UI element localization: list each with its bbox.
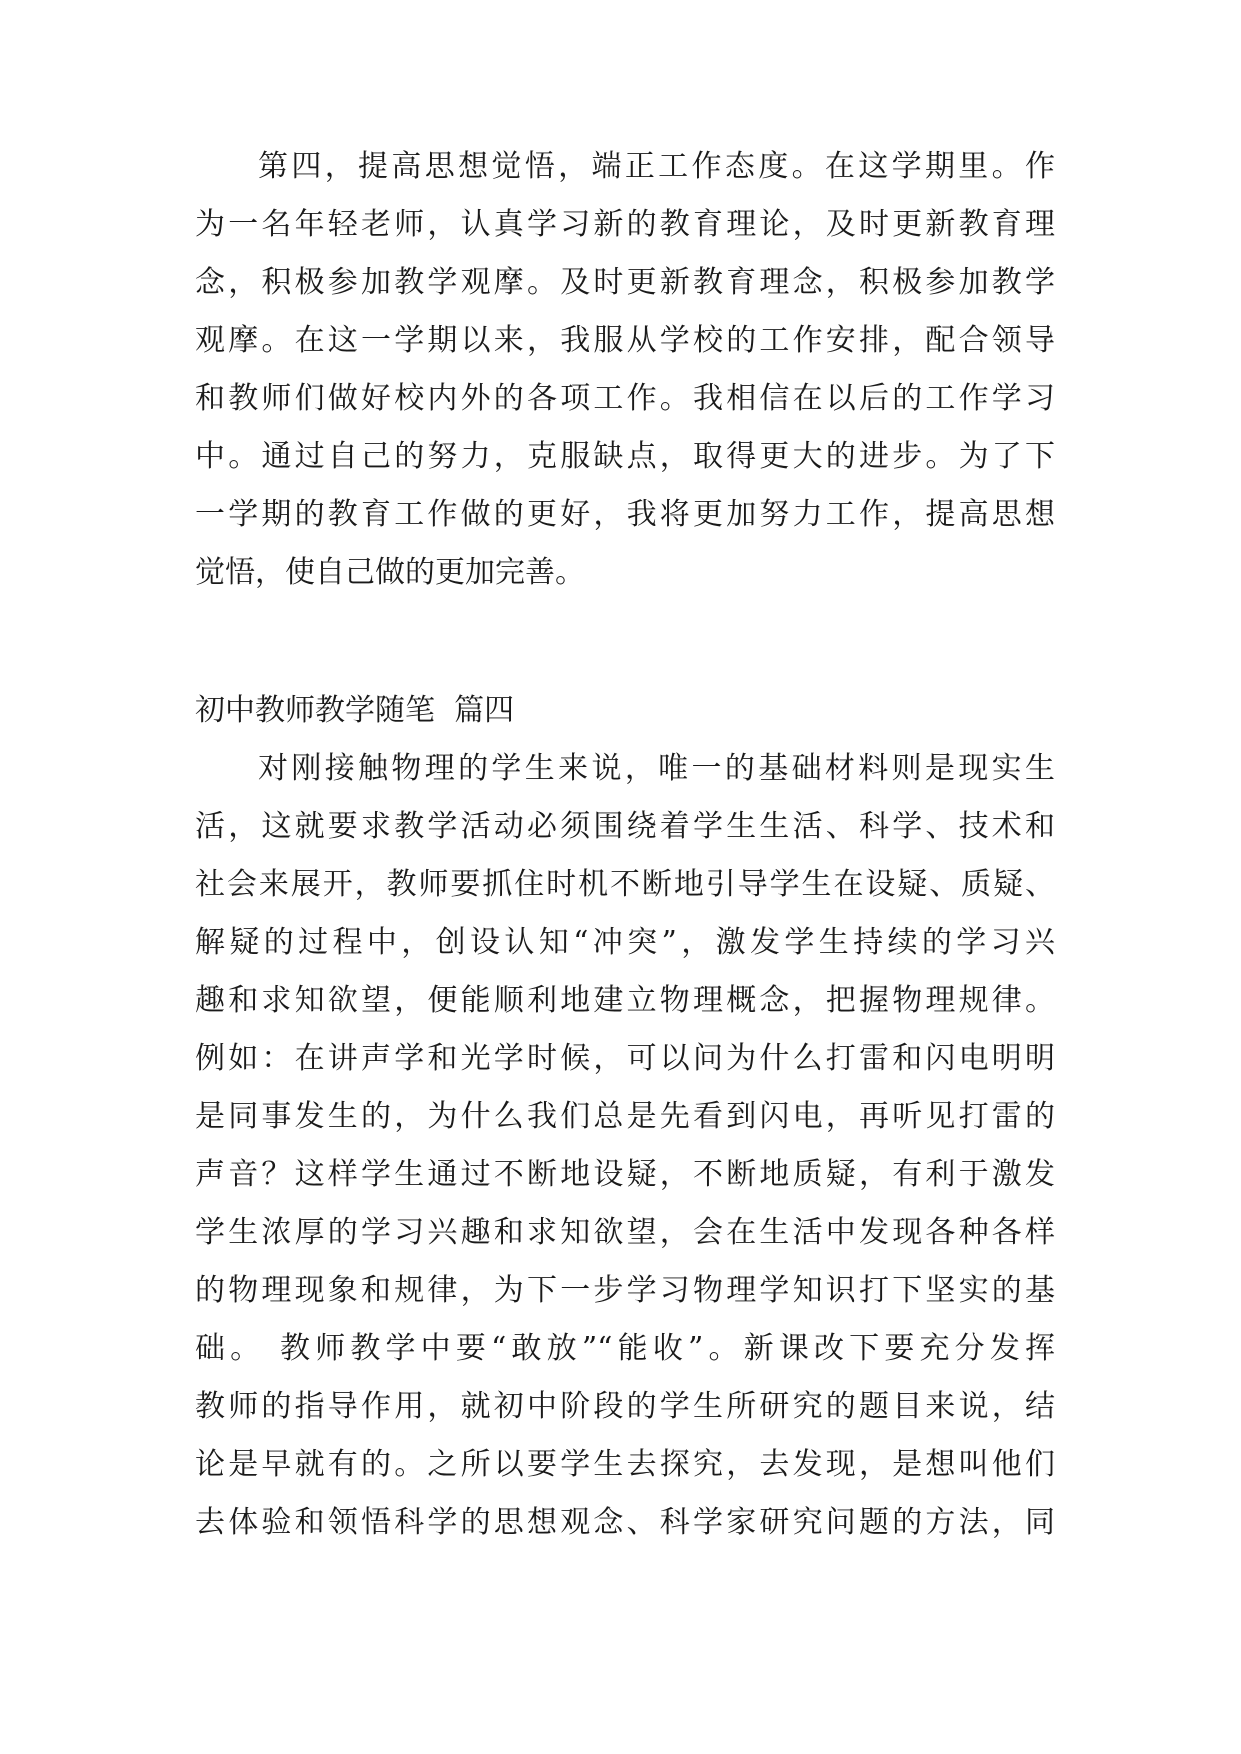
- paragraph-line: 例如：在讲声学和光学时候，可以问为什么打雷和闪电明明: [195, 1041, 1055, 1076]
- paragraph-line: 活，这就要求教学活动必须围绕着学生生活、科学、技术和: [195, 809, 1055, 844]
- paragraph-line: 社会来展开，教师要抓住时机不断地引导学生在设疑、质疑、: [195, 867, 1055, 902]
- paragraph-line: 一学期的教育工作做的更好，我将更加努力工作，提高思想: [195, 497, 1055, 532]
- paragraph-line: 对刚接触物理的学生来说，唯一的基础材料则是现实生: [258, 751, 1055, 786]
- paragraph-line: 趣和求知欲望，便能顺利地建立物理概念，把握物理规律。: [195, 983, 1055, 1018]
- paragraph-line: 的物理现象和规律，为下一步学习物理学知识打下坚实的基: [195, 1273, 1055, 1308]
- paragraph-line: 学生浓厚的学习兴趣和求知欲望，会在生活中发现各种各样: [195, 1215, 1055, 1250]
- paragraph-line: 声音？这样学生通过不断地设疑，不断地质疑，有利于激发: [195, 1157, 1055, 1192]
- paragraph-line: 觉悟，使自己做的更加完善。: [195, 555, 585, 590]
- paragraph-line: 教师的指导作用，就初中阶段的学生所研究的题目来说，结: [195, 1389, 1055, 1424]
- paragraph-line: 为一名年轻老师，认真学习新的教育理论，及时更新教育理: [195, 207, 1055, 242]
- paragraph-line: 是同事发生的，为什么我们总是先看到闪电，再听见打雷的: [195, 1099, 1055, 1134]
- paragraph-line: 观摩。在这一学期以来，我服从学校的工作安排，配合领导: [195, 323, 1055, 358]
- section-heading: 初中教师教学随笔 篇四: [195, 693, 515, 728]
- paragraph-line: 中。通过自己的努力，克服缺点，取得更大的进步。为了下: [195, 439, 1055, 474]
- paragraph-line: 去体验和领悟科学的思想观念、科学家研究问题的方法，同: [195, 1505, 1055, 1540]
- paragraph-line: 第四，提高思想觉悟，端正工作态度。在这学期里。作: [258, 149, 1055, 184]
- paragraph-line: 础。 教师教学中要“敢放”“能收”。新课改下要充分发挥: [195, 1331, 1055, 1366]
- paragraph-line: 论是早就有的。之所以要学生去探究，去发现，是想叫他们: [195, 1447, 1055, 1482]
- paragraph-line: 解疑的过程中，创设认知“冲突”，激发学生持续的学习兴: [195, 925, 1055, 960]
- paragraph-line: 和教师们做好校内外的各项工作。我相信在以后的工作学习: [195, 381, 1055, 416]
- paragraph-line: 念，积极参加教学观摩。及时更新教育理念，积极参加教学: [195, 265, 1055, 300]
